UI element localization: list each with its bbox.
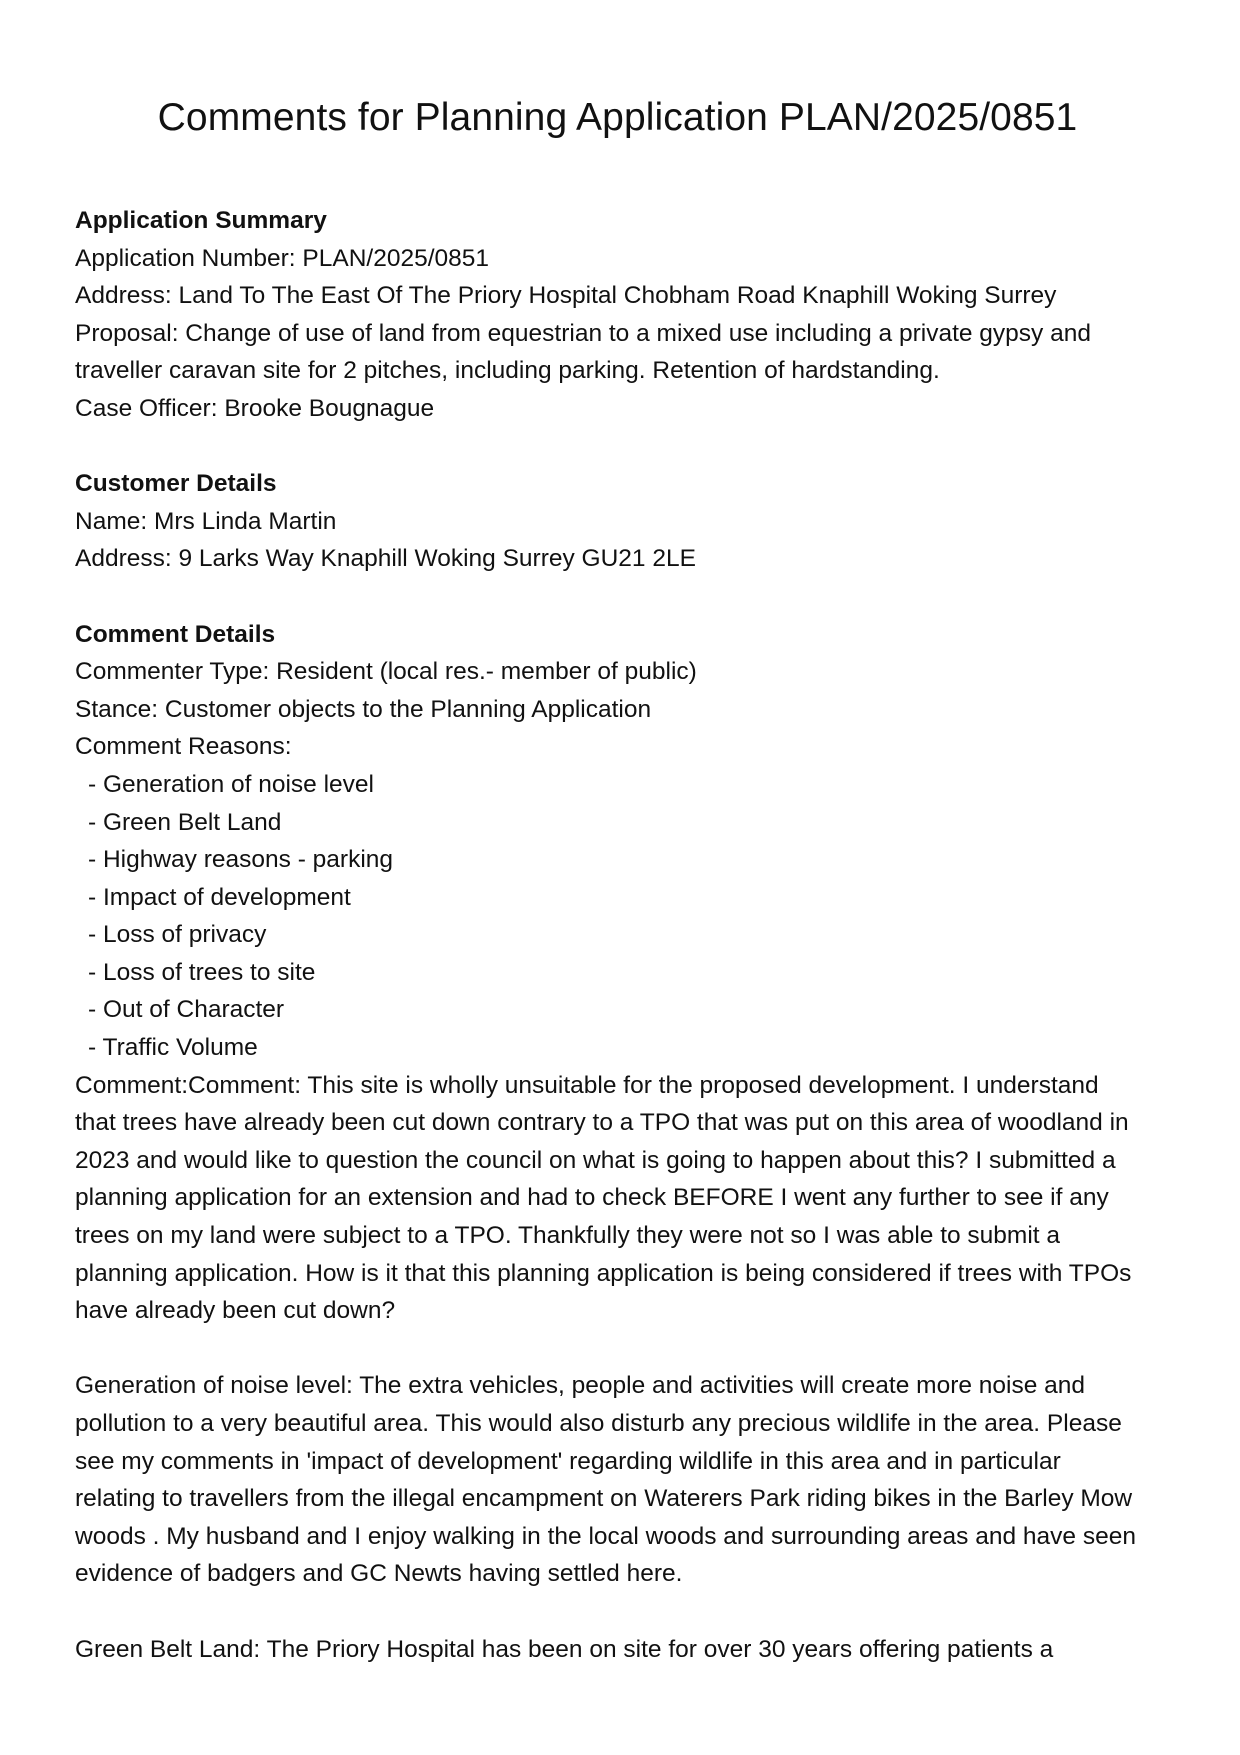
comment-reason-item: - Loss of privacy (75, 916, 1160, 954)
comment-line: trees on my land were subject to a TPO. Thankfully they were not so I was able to submit a (75, 1222, 1061, 1250)
application-summary-heading: Application Summary (75, 207, 327, 234)
comment-reason-item: - Generation of noise level (75, 766, 1160, 804)
comment-reason-item: - Highway reasons - parking (75, 841, 1160, 879)
green-belt-line: Green Belt Land: The Priory Hospital has been on site for over 30 years offering patients a (75, 1635, 1054, 1663)
noise-paragraph (75, 1367, 1160, 1593)
customer-details-heading: Customer Details (75, 470, 277, 498)
proposal-line-1: Proposal: Change of use of land from equestrian to a mixed use including a private gypsy and (75, 319, 1091, 347)
comment-reason-item: - Traffic Volume (75, 1029, 1160, 1067)
green-belt-paragraph (75, 1631, 1160, 1669)
application-number: Application Number: PLAN/2025/0851 (75, 244, 490, 272)
page-title: Comments for Planning Application PLAN/2025/0851 (157, 96, 1078, 139)
noise-line: relating to travellers from the illegal encampment on Waterers Park riding bikes in the Barley Mow (75, 1485, 1133, 1513)
customer-details-section (75, 465, 1160, 578)
comment-line: that trees have already been cut down contrary to a TPO that was put on this area of woodland in (75, 1109, 1129, 1137)
comment-reason-item: - Impact of development (75, 879, 1160, 917)
comment-line: Comment:Comment: This site is wholly unsuitable for the proposed development. I understand (75, 1071, 1099, 1099)
comment-line: planning application. How is it that this planning application is being considered if trees with TPOs (75, 1259, 1132, 1287)
comment-line: 2023 and would like to question the council on what is going to happen about this? I submitted a (75, 1146, 1116, 1174)
customer-address: Address: 9 Larks Way Knaphill Woking Surrey GU21 2LE (75, 545, 696, 573)
commenter-type: Commenter Type: Resident (local res.- member of public) (75, 658, 697, 686)
document-body (75, 202, 1160, 1668)
comment-reason-item: - Loss of trees to site (75, 954, 1160, 992)
noise-line: evidence of badgers and GC Newts having settled here. (75, 1560, 683, 1588)
customer-name: Name: Mrs Linda Martin (75, 507, 337, 535)
noise-line: pollution to a very beautiful area. This would also disturb any precious wildlife in the area. Please (75, 1410, 1122, 1437)
noise-line: Generation of noise level: The extra vehicles, people and activities will create more noise and (75, 1372, 1086, 1400)
comment-line: planning application for an extension and had to check BEFORE I went any further to see if any (75, 1184, 1109, 1212)
comment-reason-item: - Out of Character (75, 991, 1160, 1029)
comment-reasons-label: Comment Reasons: (75, 733, 292, 761)
comment-line: have already been cut down? (75, 1297, 396, 1325)
comment-details-heading: Comment Details (75, 620, 276, 648)
application-summary-section (75, 202, 1160, 428)
case-officer: Case Officer: Brooke Bougnague (75, 394, 435, 422)
section-spacer (75, 578, 1160, 616)
noise-line: woods . My husband and I enjoy walking in the local woods and surrounding areas and have seen (75, 1522, 1136, 1550)
paragraph-spacer (75, 1330, 1160, 1368)
comment-paragraph (75, 1067, 1160, 1330)
proposal-line-2: traveller caravan site for 2 pitches, including parking. Retention of hardstanding. (75, 357, 940, 385)
section-spacer (75, 428, 1160, 466)
comment-details-section (75, 616, 1160, 1669)
comment-reason-item: - Green Belt Land (75, 804, 1160, 842)
paragraph-spacer (75, 1593, 1160, 1631)
noise-line: see my comments in 'impact of development' regarding wildlife in this area and in particular (75, 1447, 1061, 1475)
application-address: Address: Land To The East Of The Priory Hospital Chobham Road Knaphill Woking Surrey (75, 282, 1057, 310)
stance: Stance: Customer objects to the Planning Application (75, 695, 652, 723)
comment-reasons-list (75, 766, 1160, 1067)
